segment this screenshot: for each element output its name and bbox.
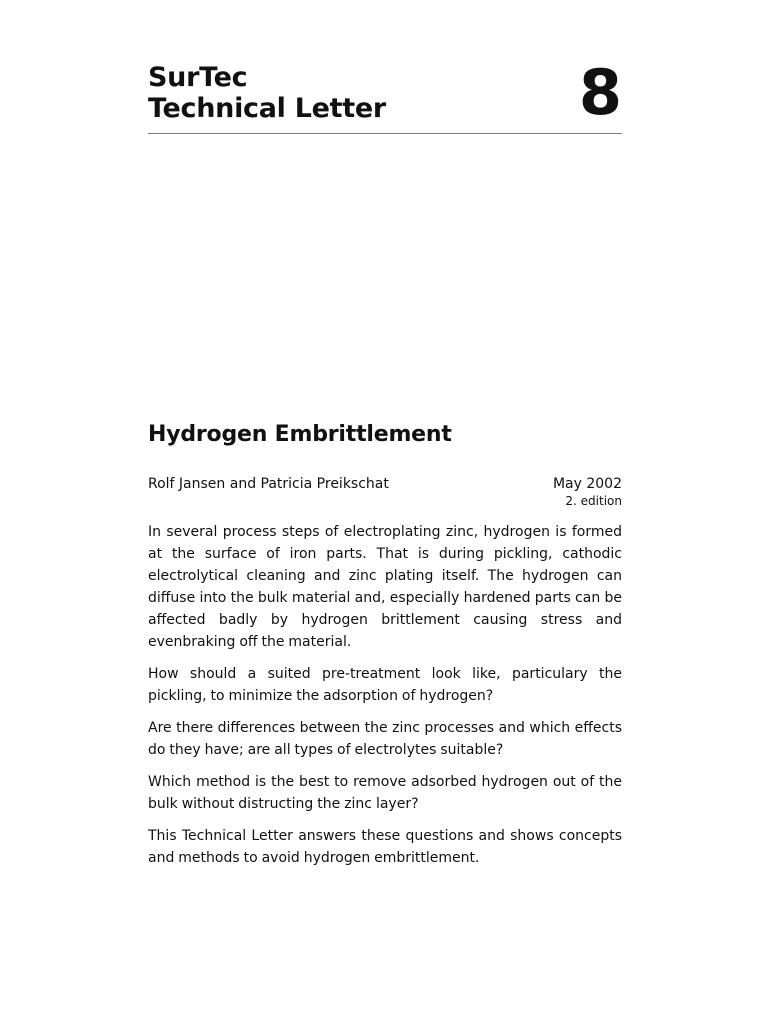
paragraph-summary: This Technical Letter answers these questions and shows concepts and methods to avoid hydrogen embrittlement. xyxy=(148,828,622,866)
edition: 2. edition xyxy=(565,494,622,508)
paragraph-question-zinc-processes: Are there differences between the zinc processes and which effects do they have; are all types of electrolytes suitable? xyxy=(148,720,622,758)
document-body xyxy=(148,521,622,879)
letter-number: 8 xyxy=(578,56,622,129)
paragraph-question-pretreatment: How should a suited pre-treatment look like, particulary the pickling, to minimize the adsorption of hydrogen? xyxy=(148,666,622,704)
publication-name: Technical Letter xyxy=(148,93,386,124)
publication-date: May 2002 xyxy=(552,476,622,492)
brand-title xyxy=(148,62,386,124)
letter-header xyxy=(148,56,622,134)
header-divider xyxy=(148,133,622,134)
document-title: Hydrogen Embrittlement xyxy=(148,422,452,447)
authors: Rolf Jansen and Patricia Preikschat xyxy=(148,476,389,492)
brand-name: SurTec xyxy=(148,62,248,93)
paragraph-question-removal: Which method is the best to remove adsorbed hydrogen out of the bulk without distructing the zinc layer? xyxy=(148,774,622,812)
paragraph-intro: In several process steps of electroplating zinc, hydrogen is formed at the surface of iron parts. That is during pickling, cathodic electrolytical cleaning and zinc plating itself. The hydrogen can diffuse into the bulk material and, especially hardened parts can be affected badly by hydrogen brittlement causing stress and evenbraking off the material. xyxy=(148,524,622,650)
document-page xyxy=(148,0,622,1024)
byline xyxy=(148,475,622,515)
